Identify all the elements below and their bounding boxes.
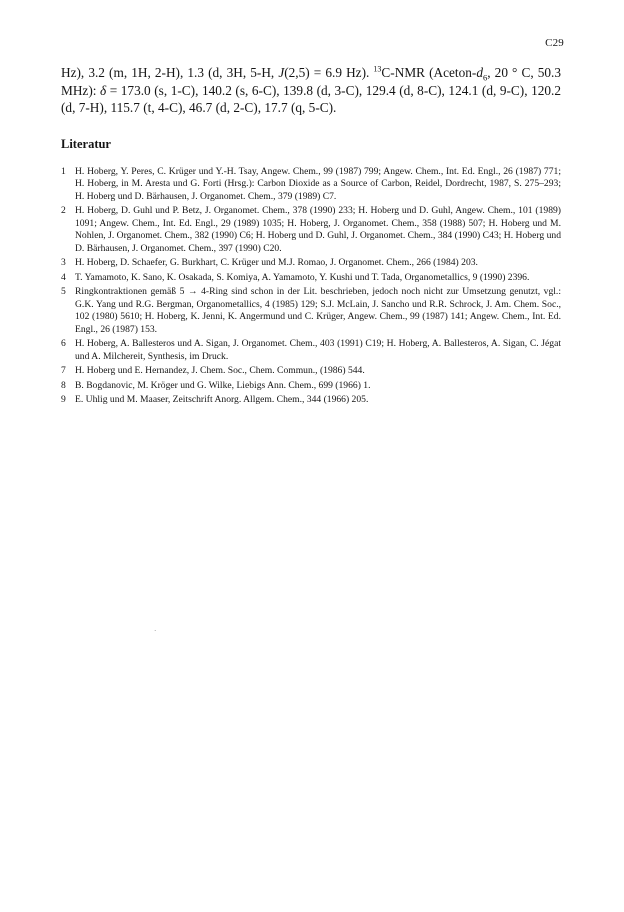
deuterium-subscript: 6 [483,72,488,83]
reference-item [61,394,561,406]
intro-text-3: C-NMR (Aceton- [381,65,477,80]
reference-number: 8 [61,379,66,391]
deuterium-symbol: d [476,65,484,80]
reference-text: H. Hoberg und E. Hernandez, J. Chem. Soc., Chem. Commun., (1986) 544. [75,365,365,377]
reference-number: 4 [61,271,66,283]
reference-text: T. Yamamoto, K. Sano, K. Osakada, S. Komiya, A. Yamamoto, Y. Kushi und T. Tada, Organometallics, 9 (1990) 2396. [75,271,530,283]
reference-item [61,205,561,255]
reference-text: H. Hoberg, D. Guhl und P. Betz, J. Organomet. Chem., 378 (1990) 233; H. Hoberg und D. Guhl, Angew. Chem., 101 (1989) 1091; Angew. Chem., Int. Ed. Engl., 29 (1989) 1035; H. Hoberg, J. Organomet. Chem., 358 (1988) 507; H. Hoberg und M. Nohlen, J. Organomet. Chem., 382 (1990) C6; H. Hoberg und D. Guhl, J. Organomet. Chem., 384 (1990) C43; H. Hoberg und D. Bärhausen, J. Organomet. Chem., 397 (1990) C20. [75,205,561,254]
reference-item [61,257,561,269]
literature-heading: Literatur [61,137,111,151]
intro-text-2: (2,5) = 6.9 Hz). [284,65,374,80]
reference-text: B. Bogdanovic, M. Kröger und G. Wilke, Liebigs Ann. Chem., 699 (1966) 1. [75,379,371,391]
reference-item [61,272,561,284]
reference-number: 1 [61,166,66,177]
reference-number: 9 [61,394,66,406]
reference-number: 2 [61,205,66,217]
reference-list [61,166,561,409]
reference-number: 7 [61,365,66,377]
reference-number: 5 [61,286,66,298]
reference-number: 6 [61,338,66,350]
intro-text-5: = 173.0 (s, 1-C), 140.2 (s, 6-C), 139.8 (d, 3-C), 129.4 (d, 8-C), 124.1 (d, 9-C), 120.2 (d, 7-H), 115.7 (t, 4-C), 46.7 (d, 2-C), 17.7 (q, 5-C). [61,82,561,115]
reference-item [61,338,561,363]
reference-text: E. Uhlig und M. Maaser, Zeitschrift Anorg. Allgem. Chem., 344 (1966) 205. [75,394,369,406]
reference-text: H. Hoberg, D. Schaefer, G. Burkhart, C. Krüger und M.J. Romao, J. Organomet. Chem., 266 (1984) 203. [75,257,478,269]
intro-text-1: Hz), 3.2 (m, 1H, 2-H), 1.3 (d, 3H, 5-H, [61,65,279,80]
nmr-data-paragraph [61,64,561,117]
reference-text: H. Hoberg, A. Ballesteros und A. Sigan, J. Organomet. Chem., 403 (1991) C19; H. Hoberg, A. Ballesteros, A. Sigan, C. Jégat und A. Milchereit, Synthesis, im Druck. [75,338,561,362]
delta-symbol: δ [100,82,107,98]
reference-number: 3 [61,257,66,269]
reference-text: Ringkontraktionen gemäß 5 → 4-Ring sind schon in der Lit. beschrieben, jedoch noch nicht zur Umsetzung genutzt, vgl.: G.K. Yang und R.G. Bergman, Organometallics, 4 (1985) 129; S.J. McLain, J. Sancho und R.R. Schrock, J. Am. Chem. Soc., 102 (1980) 5610; H. Hoberg, K. Jenni, K. Angermund und C. Krüger, Angew. Chem., 99 (1987) 141; Angew. Chem., Int. Ed. Engl., 26 (1987) 153. [75,286,561,335]
scan-speck: · [154,627,157,635]
reference-item [61,365,561,377]
intro-text-4: , 20 ° C, 50.3 MHz): [61,65,561,98]
reference-item [61,380,561,392]
reference-text: H. Hoberg, Y. Peres, C. Krüger und Y.-H. Tsay, Angew. Chem., 99 (1987) 799; Angew. Chem., Int. Ed. Engl., 26 (1987) 771; H. Hoberg, in M. Aresta und G. Forti (Hrsg.): Carbon Dioxide as a Source of Carbon, Reidel, Dordrecht, 1987, S. 275–293; H. Hoberg und D. Bärhausen, J. Organomet. Chem., 379 (1989) C7. [75,166,561,202]
reference-item [61,166,561,203]
coupling-symbol: J [278,65,285,80]
page-number: C29 [545,37,564,49]
reference-item [61,286,561,336]
isotope-superscript: 13 [373,64,382,74]
